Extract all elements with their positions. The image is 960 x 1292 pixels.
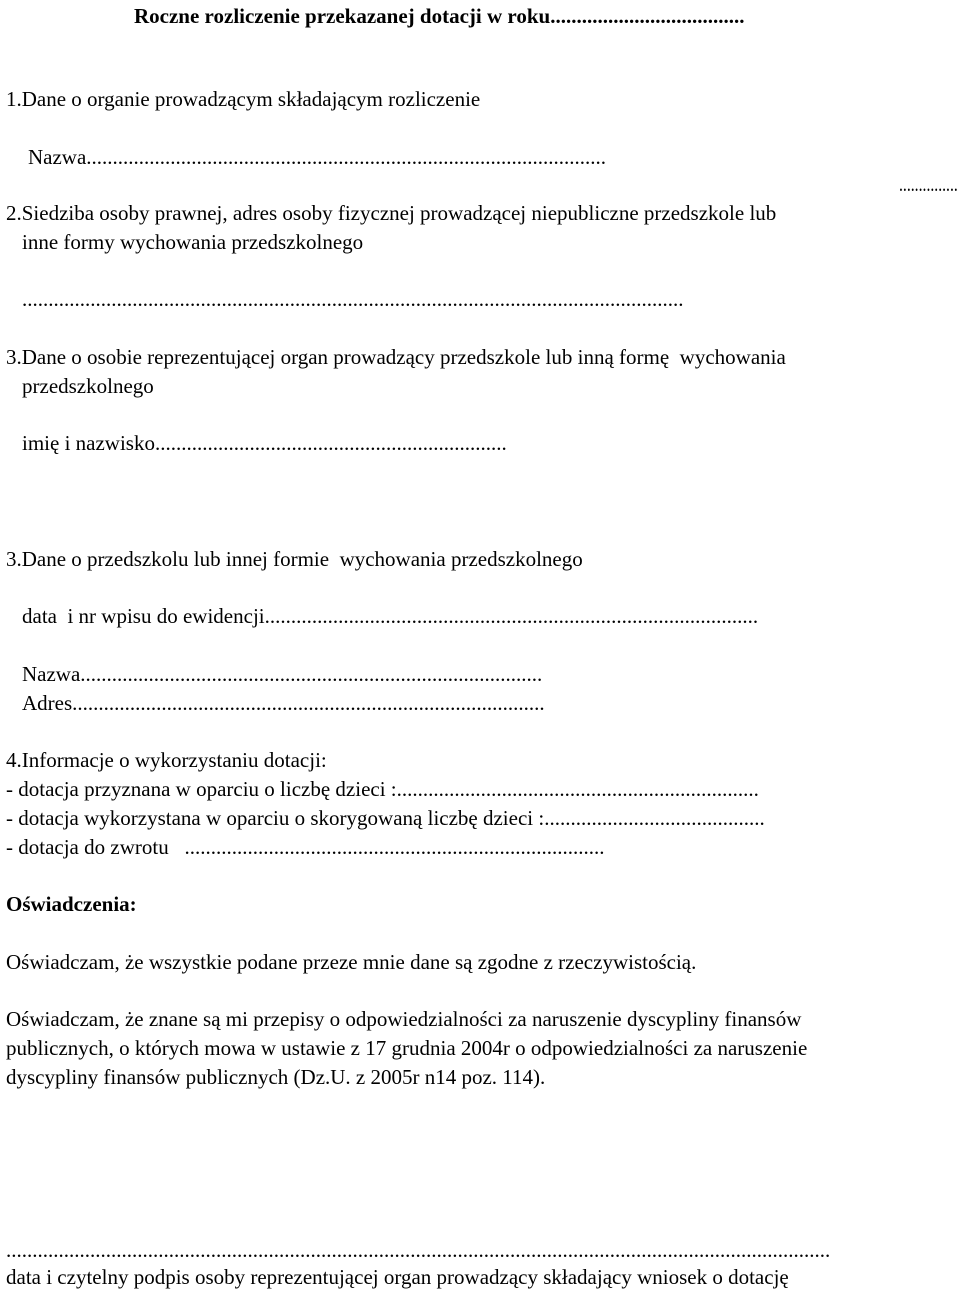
section4-heading: 4.Informacje o wykorzystaniu dotacji: (6, 748, 327, 772)
section1-name-continuation: ............... (899, 172, 958, 196)
representative-name-field: imię i nazwisko................................................................... (22, 431, 507, 455)
section1-heading: 1.Dane o organie prowadzącym składającym rozliczenie (6, 87, 481, 111)
section2-address-field: .............................................................................................................................. (22, 287, 684, 311)
document-title: Roczne rozliczenie przekazanej dotacji w roku..................................... (134, 4, 745, 28)
section3b-heading: 3.Dane o przedszkolu lub innej formie wychowania przedszkolnego (6, 547, 583, 571)
declarations-heading: Oświadczenia: (6, 892, 137, 916)
kindergarten-address-field: Adres.......................................................................................... (22, 691, 545, 715)
registration-date-field: data i nr wpisu do ewidencji.............................................................................................. (22, 604, 759, 628)
grant-awarded-field: - dotacja przyznana w oparciu o liczbę dzieci :..................................................................... (6, 777, 759, 801)
section3a-heading-line2: przedszkolnego (22, 374, 154, 398)
grant-used-field: - dotacja wykorzystana w oparciu o skorygowaną liczbę dzieci :.......................................... (6, 806, 765, 830)
section1-name-field: Nazwa................................................................................................... (28, 145, 607, 169)
signature-line: ............................................................................................................................................................. (6, 1238, 831, 1262)
declaration-statement-2-line1: Oświadczam, że znane są mi przepisy o odpowiedzialności za naruszenie dyscypliny finansów (6, 1007, 802, 1031)
declaration-statement-1: Oświadczam, że wszystkie podane przeze mnie dane są zgodne z rzeczywistością. (6, 950, 697, 974)
declaration-statement-2-line2: publicznych, o których mowa w ustawie z 17 grudnia 2004r o odpowiedzialności za naruszenie (6, 1036, 808, 1060)
section3a-heading-line1: 3.Dane o osobie reprezentującej organ prowadzący przedszkole lub inną formę wychowania (6, 345, 786, 369)
section2-heading-line1: 2.Siedziba osoby prawnej, adres osoby fizycznej prowadzącej niepubliczne przedszkole lub (6, 201, 777, 225)
grant-refund-field: - dotacja do zwrotu ................................................................................ (6, 835, 605, 859)
kindergarten-name-field: Nazwa........................................................................................ (22, 662, 543, 686)
declaration-statement-2-line3: dyscypliny finansów publicznych (Dz.U. z 2005r n14 poz. 114). (6, 1065, 546, 1089)
section2-heading-line2: inne formy wychowania przedszkolnego (22, 230, 364, 254)
signature-caption: data i czytelny podpis osoby reprezentującej organ prowadzący składający wniosek o dotację (6, 1265, 789, 1289)
